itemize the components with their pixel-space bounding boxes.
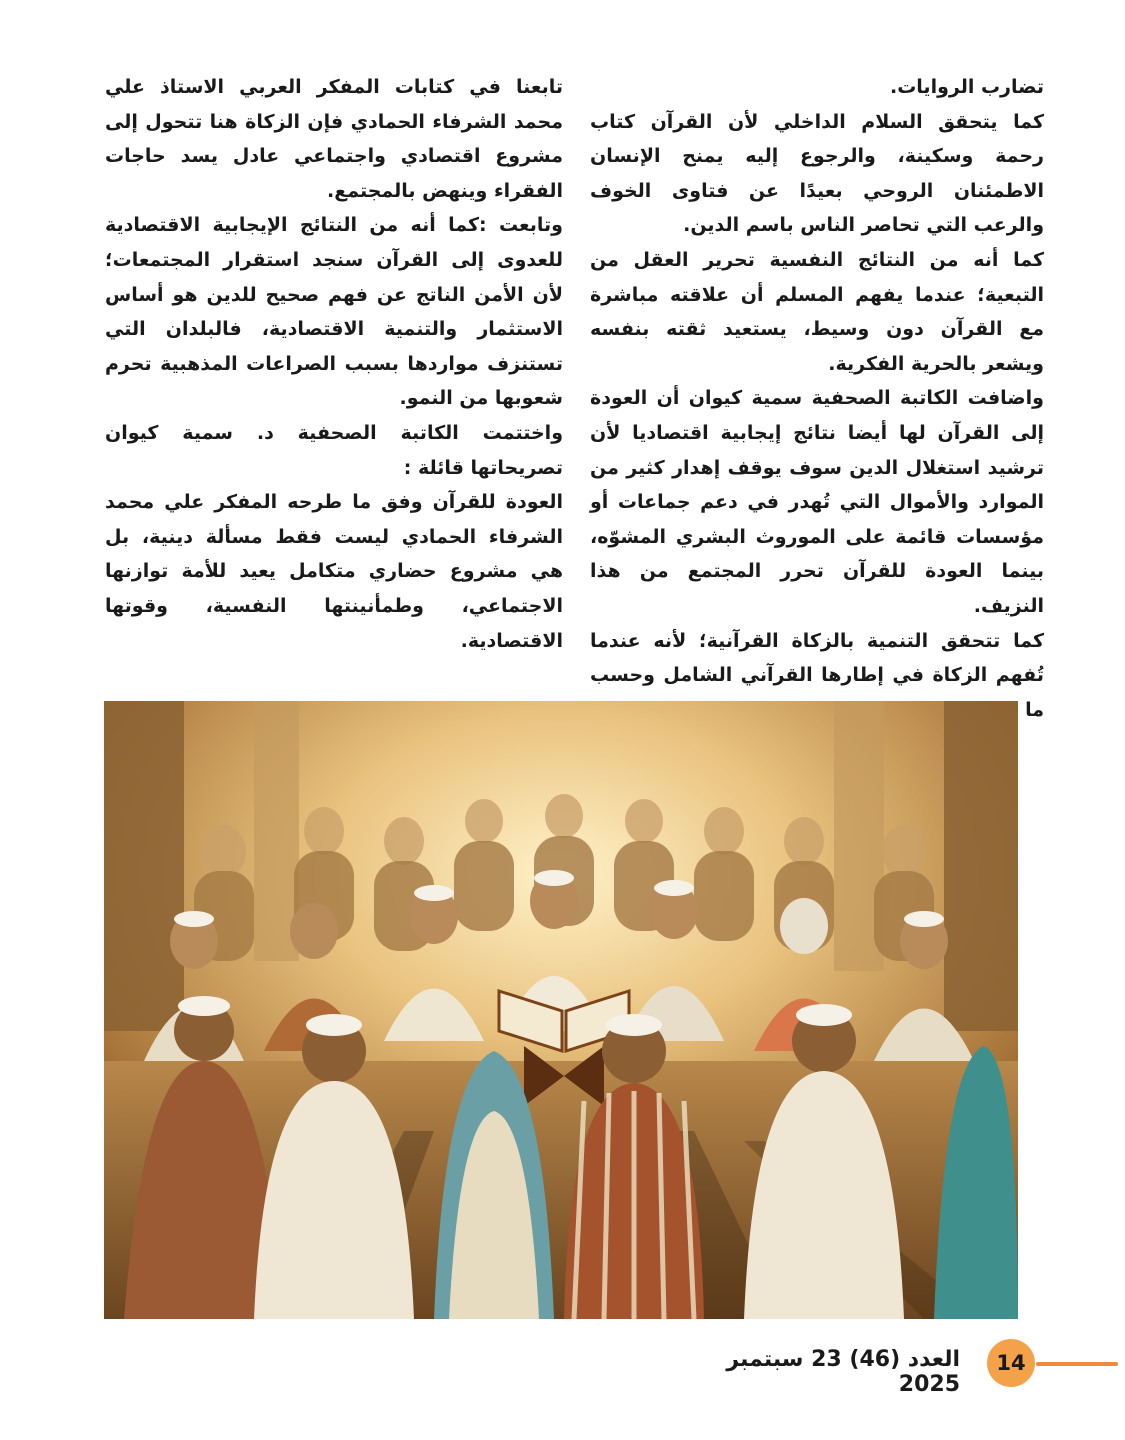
issue-date: العدد (46) 23 سبتمبر 2025 [726, 1347, 960, 1397]
paragraph: واختتمت الكاتبة الصحفية د. سمية كيوان تصريحاتها قائلة : [105, 421, 563, 479]
paragraph: تضارب الروايات. [889, 76, 1044, 98]
page-number-badge: 14 [987, 1339, 1035, 1387]
paragraph: كما تتحقق التنمية بالزكاة القرآنية؛ لأنه عندما تُفهم الزكاة في إطارها القرآني الشامل وحسب ما [590, 629, 1044, 721]
paragraph: واضافت الكاتبة الصحفية سمية كيوان أن العودة إلى القرآن لها أيضا نتائج إيجابية اقتصاديا لأن ترشيد استغلال الدين سوف يوقف إهدار كثير من الموارد والأموال التي تُهدر في دعم جماعات أو مؤسسات قائمة على الموروث البشري المشوّه، بينما العودة للقرآن تحرر المجتمع من هذا النزيف. [590, 387, 1044, 617]
paragraph: كما أنه من النتائج النفسية تحرير العقل من التبعية؛ عندما يفهم المسلم أن علاقته مباشرة مع القرآن دون وسيط، يستعيد ثقته بنفسه ويشعر بالحرية الفكرية. [590, 248, 1044, 375]
article-column-right [590, 70, 1044, 727]
article-column-left [105, 70, 563, 658]
paragraph: كما يتحقق السلام الداخلي لأن القرآن كتاب رحمة وسكينة، والرجوع إليه يمنح الإنسان الاطمئنان الروحي بعيدًا عن فتاوى الخوف والرعب التي تحاصر الناس باسم الدين. [590, 110, 1044, 237]
paragraph: وتابعت :كما أنه من النتائج الإيجابية الاقتصادية للعدوى إلى القرآن سنجد استقرار المجتمعات؛ لأن الأمن الناتج عن فهم صحيح للدين هو أساس الاستثمار والتنمية الاقتصادية، فالبلدان التي تستنزف مواردها بسبب الصراعات المذهبية تحرم شعوبها من النمو. [105, 214, 563, 410]
footer-accent-line [1036, 1362, 1118, 1366]
paragraph: تابعنا في كتابات المفكر العربي الاستاذ علي محمد الشرفاء الحمادي فإن الزكاة هنا تتحول إلى مشروع اقتصادي واجتماعي عادل يسد حاجات الفقراء وينهض بالمجتمع. [105, 76, 563, 202]
paragraph: العودة للقرآن وفق ما طرحه المفكر علي محمد الشرفاء الحمادي ليست فقط مسألة دينية، بل هي مشروع حضاري متكامل يعيد للأمة توازنها الاجتماعي، وطمأنينتها النفسية، وقوتها الاقتصادية. [105, 491, 563, 652]
article-photo [104, 701, 1018, 1319]
quran-study-circle-illustration [104, 701, 1018, 1319]
